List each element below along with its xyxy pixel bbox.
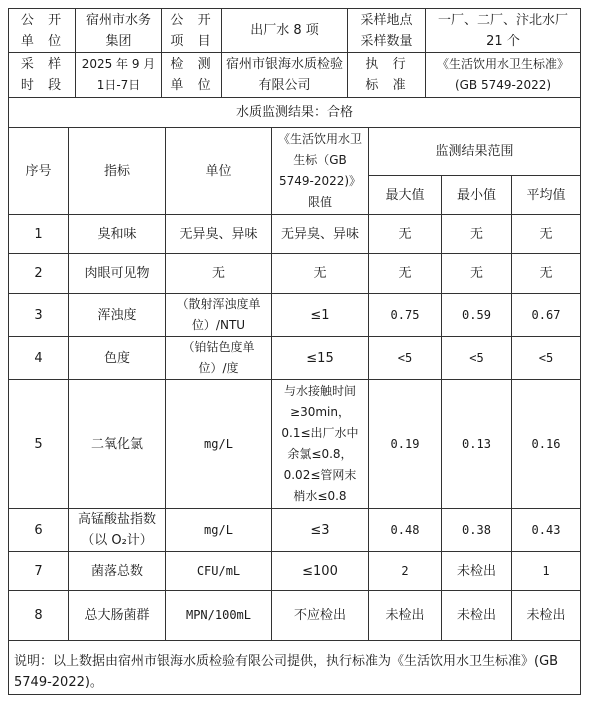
row4-max: <5 [397,350,413,365]
col-header-seq: 序号 [25,163,52,179]
sampling-period-label [9,53,75,97]
row1-avg: 无 [539,226,553,242]
sampling-site-label-line1: 采样地点 [360,12,413,28]
row5-limit: 与水接触时间≥30min，0.1≤出厂水中余氯≤0.8，0.02≤管网末梢水≤0.8 [281,384,359,503]
public-unit-value: 宿州市水务集团 [85,12,151,49]
public-project-label-line1: 公 开 [170,12,213,28]
row3-max: 0.75 [390,307,420,322]
row6-limit: ≤3 [310,522,330,538]
row4-indicator: 色度 [103,350,130,366]
standard-label-line1: 执 行 [365,57,408,72]
row8-indicator: 总大肠菌群 [84,608,150,623]
col-header-min: 最小值 [456,187,496,203]
row5-unit: mg/L [204,436,233,451]
col-header-avg: 平均值 [526,187,566,203]
sampling-period-label-line2: 时 段 [20,78,64,93]
row5-max: 0.19 [390,436,420,451]
row4-unit: （铂钴色度单位）/度 [182,340,255,375]
row3-avg: 0.67 [531,307,561,322]
row7-indicator: 菌落总数 [90,563,143,579]
standard-label [348,53,425,97]
row7-unit: CFU/mL [196,563,241,578]
row6-indicator: 高锰酸盐指数（以 O₂计） [77,512,156,548]
row6-max: 0.48 [390,522,420,537]
row1-indicator: 臭和味 [97,226,137,242]
row3-unit: （散射浑浊度单位）/NTU [176,297,261,332]
public-unit-label-line1: 公 开 [20,12,64,28]
row8-limit: 不应检出 [293,608,346,623]
standard-value: 《生活饮用水卫生标准》(GB 5749-2022) [436,57,569,92]
public-project-value: 出厂水 8 项 [250,23,319,38]
row2-unit: 无 [211,266,225,281]
standard-label-line2: 标 准 [365,78,408,93]
row1-min: 无 [469,226,483,242]
public-unit-label [9,9,75,52]
row1-max: 无 [398,226,412,242]
row7-limit: ≤100 [302,563,338,579]
row8-min: 未检出 [456,608,496,623]
row7-avg: 1 [542,563,550,578]
col-header-range: 监测结果范围 [435,144,514,159]
row6-min: 0.38 [462,522,491,537]
testing-lab-value: 宿州市银海水质检验有限公司 [226,57,344,93]
row6-seq: 6 [34,522,43,538]
row4-min: <5 [469,350,484,365]
row2-limit: 无 [313,266,327,281]
testing-lab-label-line1: 检 测 [170,57,213,72]
row2-indicator: 肉眼可见物 [84,266,150,281]
row3-min: 0.59 [462,307,491,322]
row8-max: 未检出 [385,608,425,623]
row2-avg: 无 [539,266,553,281]
row5-avg: 0.16 [531,436,561,451]
row6-unit: mg/L [204,522,233,537]
col-header-limit: 《生活饮用水卫生标（GB 5749-2022)》限值 [277,132,362,209]
sampling-period-value: 2025 年 9 月1日-7日 [81,57,156,92]
row3-limit: ≤1 [310,307,330,323]
row2-max: 无 [398,266,412,281]
row6-avg: 0.43 [531,522,561,537]
public-project-label-line2: 项 目 [170,33,213,49]
row4-seq: 4 [34,350,43,366]
row1-seq: 1 [34,226,43,242]
sampling-site-label [348,9,425,52]
footnote: 说明：以上数据由宿州市银海水质检验有限公司提供，执行标准为《生活饮用水卫生标准》(GB 5749-2022)。 [14,654,559,690]
row5-indicator: 二氧化氯 [90,436,143,452]
row1-unit: 无异臭、异味 [179,226,258,242]
row7-min: 未检出 [456,563,496,579]
row5-seq: 5 [34,436,43,452]
row2-seq: 2 [34,266,43,281]
row7-seq: 7 [34,563,43,579]
public-project-label [162,9,221,52]
col-header-max: 最大值 [385,187,425,203]
col-header-indicator: 指标 [103,163,130,179]
sampling-site-label-line2: 采样数量 [360,33,413,49]
row7-max: 2 [401,563,409,578]
public-unit-label-line2: 单 位 [20,33,64,49]
sampling-period-label-line1: 采 样 [20,57,64,72]
result-title: 水质监测结果：合格 [235,105,353,120]
row5-min: 0.13 [462,436,491,451]
sampling-site-value: 一厂、二厂、汴北水厂 21 个 [437,12,568,49]
row4-avg: <5 [538,350,554,365]
row8-avg: 未检出 [526,608,566,623]
row8-unit: MPN/100mL [185,608,252,622]
col-header-unit: 单位 [205,163,232,179]
row1-limit: 无异臭、异味 [280,226,359,242]
testing-lab-label [162,53,221,97]
testing-lab-label-line2: 单 位 [170,78,213,93]
row2-min: 无 [469,266,483,281]
row8-seq: 8 [34,608,43,623]
row3-indicator: 浑浊度 [97,307,137,323]
row4-limit: ≤15 [306,350,334,366]
row3-seq: 3 [34,307,43,323]
